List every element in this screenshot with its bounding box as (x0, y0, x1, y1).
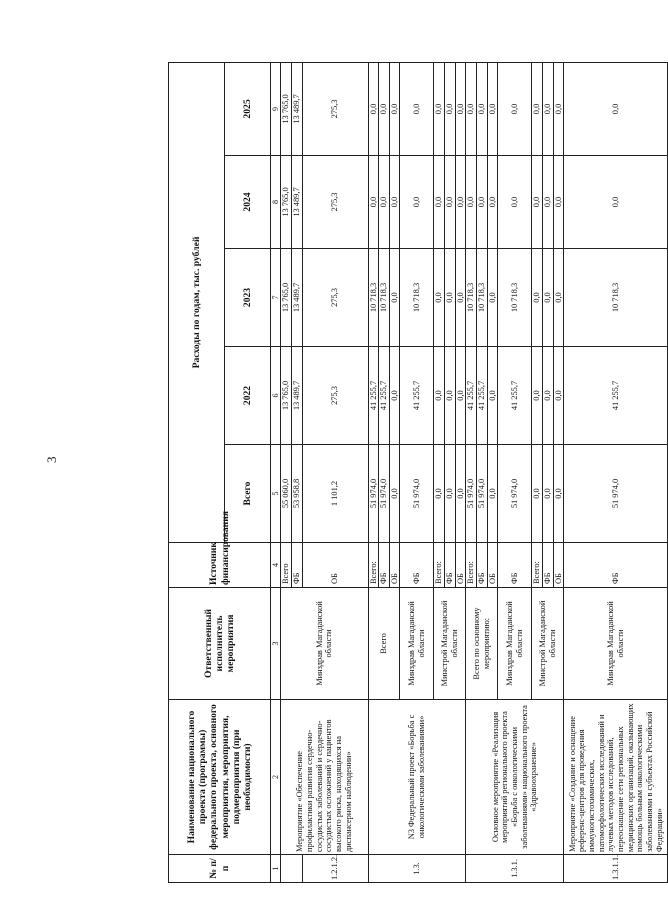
value-2022: 13 489,7 (291, 347, 302, 445)
value-2024: 0,0 (455, 156, 466, 249)
row-number: 1.3.1.1. (564, 855, 668, 883)
source-cell: ФБ (400, 543, 434, 588)
value-2025: 0,0 (400, 62, 434, 155)
rotated-table-frame (168, 63, 664, 883)
header-num: № п/п (169, 855, 271, 883)
header-expenses: Расходы по годам, тыс. рублей (169, 62, 225, 542)
value-2023: 10 718,3 (466, 249, 477, 347)
value-2025: 0,0 (434, 62, 445, 155)
source-cell: ФБ (543, 543, 554, 588)
value-2023: 0,0 (553, 249, 564, 347)
row-executor-total: Всего (368, 588, 400, 700)
source-cell: ФБ (379, 543, 390, 588)
col-index: 4 (271, 543, 281, 588)
value-2024: 13 765,0 (281, 156, 292, 249)
value-2025: 0,0 (532, 62, 543, 155)
value-2023: 0,0 (389, 249, 400, 347)
col-index: 6 (271, 347, 281, 445)
col-index: 8 (271, 156, 281, 249)
row-name: Основное мероприятие «Реализация мероприятий регионального проекта «Борьба с онкологическими заболеваниями» национального проекта «Здравоохранение» (466, 700, 564, 855)
row-number (281, 855, 302, 883)
source-cell: ФБ (477, 543, 488, 588)
value-2024: 275,3 (302, 156, 368, 249)
row-executor: Минздрав Магаданской области (281, 588, 368, 700)
value-2024: 13 489,7 (291, 156, 302, 249)
header-executor: Ответственный исполнитель мероприятия (169, 588, 271, 700)
row-executor-zdrav: Минздрав Магаданской области (400, 588, 434, 700)
value-2023: 13 765,0 (281, 249, 292, 347)
value-2024: 0,0 (389, 156, 400, 249)
header-source: Источник финансирования (169, 543, 271, 588)
value-2024: 0,0 (368, 156, 379, 249)
row-name: N3 Федеральный проект «Борьба с онкологическими заболеваниями» (368, 700, 466, 855)
value-2022: 13 765,0 (281, 347, 292, 445)
header-2025: 2025 (225, 62, 271, 155)
value-total: 51 974,0 (477, 445, 488, 543)
value-2022: 41 255,7 (477, 347, 488, 445)
value-2024: 0,0 (498, 156, 532, 249)
source-cell: ОБ (553, 543, 564, 588)
value-total: 51 974,0 (498, 445, 532, 543)
source-cell: Всего: (532, 543, 543, 588)
row-name: Мероприятие «Создание и оснащение референс-центров для проведения иммуногистохимических, патоморфологических исследований и лучевых методов исследований, переоснащение сети региональных медицинских организаций, оказывающих помощь больным онкологическими заболеваниями в субъектах Российской Федерации» (564, 700, 668, 855)
value-2025: 0,0 (487, 62, 498, 155)
col-index: 7 (271, 249, 281, 347)
value-2024: 0,0 (487, 156, 498, 249)
value-2025: 0,0 (543, 62, 554, 155)
source-cell: ОБ (389, 543, 400, 588)
value-total: 0,0 (532, 445, 543, 543)
value-total: 51 974,0 (379, 445, 390, 543)
row-number: 1.2.1.2. (302, 855, 368, 883)
value-2025: 13 489,7 (291, 62, 302, 155)
value-total: 0,0 (445, 445, 456, 543)
row-executor-zdrav: Минздрав Магаданской области (498, 588, 532, 700)
value-2023: 275,3 (302, 249, 368, 347)
value-2024: 0,0 (445, 156, 456, 249)
value-2024: 0,0 (379, 156, 390, 249)
value-2023: 10 718,3 (498, 249, 532, 347)
table-row (564, 62, 668, 882)
value-2022: 41 255,7 (368, 347, 379, 445)
source-cell: Всего: (466, 543, 477, 588)
value-2024: 0,0 (477, 156, 488, 249)
value-2022: 41 255,7 (379, 347, 390, 445)
row-executor-total: Всего по основному мероприятию: (466, 588, 498, 700)
header-total: Всего (225, 445, 271, 543)
row-number: 1.3.1. (466, 855, 564, 883)
value-2023: 10 718,3 (564, 249, 668, 347)
value-2022: 0,0 (455, 347, 466, 445)
value-2025: 0,0 (379, 62, 390, 155)
value-total: 0,0 (455, 445, 466, 543)
source-cell: Всего: (368, 543, 379, 588)
page-number: 3 (44, 456, 59, 463)
value-total: 51 974,0 (564, 445, 668, 543)
row-executor-stroy: Минстрой Магаданской области (434, 588, 466, 700)
source-cell: ФБ (445, 543, 456, 588)
col-index: 9 (271, 62, 281, 155)
source-cell: ФБ (498, 543, 532, 588)
value-total: 0,0 (389, 445, 400, 543)
header-2024: 2024 (225, 156, 271, 249)
value-2025: 0,0 (389, 62, 400, 155)
value-2022: 41 255,7 (466, 347, 477, 445)
value-2025: 0,0 (564, 62, 668, 155)
value-total: 0,0 (553, 445, 564, 543)
value-2023: 10 718,3 (368, 249, 379, 347)
value-total: 51 974,0 (466, 445, 477, 543)
value-2023: 0,0 (455, 249, 466, 347)
value-total: 1 101,2 (302, 445, 368, 543)
col-index: 5 (271, 445, 281, 543)
row-name: Мероприятие «Обеспечение профилактики развития сердечно-сосудистых заболеваний и сердечно-сосудистых осложнений у пациентов высокого риска, находящихся на диспансерном наблюдении» (281, 700, 368, 855)
row-executor-stroy: Минстрой Магаданской области (532, 588, 564, 700)
value-2024: 0,0 (564, 156, 668, 249)
value-2024: 0,0 (466, 156, 477, 249)
source-cell: Всего: (434, 543, 445, 588)
value-2025: 0,0 (368, 62, 379, 155)
value-total: 0,0 (543, 445, 554, 543)
header-2022: 2022 (225, 347, 271, 445)
value-2025: 0,0 (477, 62, 488, 155)
value-2025: 13 765,0 (281, 62, 292, 155)
header-2023: 2023 (225, 249, 271, 347)
row-executor: Минздрав Магаданской области (564, 588, 668, 700)
source-cell: ОБ (487, 543, 498, 588)
value-2022: 0,0 (434, 347, 445, 445)
value-2025: 0,0 (445, 62, 456, 155)
value-2023: 0,0 (445, 249, 456, 347)
value-total: 53 958,8 (291, 445, 302, 543)
value-2022: 275,3 (302, 347, 368, 445)
value-2025: 0,0 (553, 62, 564, 155)
value-2022: 41 255,7 (498, 347, 532, 445)
header-name: Наименование национального проекта (программы) федерального проекта, основного мероприятия, мероприятия, подмероприятия (при необходимости) (169, 700, 271, 855)
value-total: 55 060,0 (281, 445, 292, 543)
value-2023: 13 489,7 (291, 249, 302, 347)
value-total: 51 974,0 (368, 445, 379, 543)
column-index-row (271, 62, 281, 882)
value-2022: 0,0 (543, 347, 554, 445)
value-2022: 41 255,7 (564, 347, 668, 445)
col-index: 3 (271, 588, 281, 700)
value-2023: 0,0 (487, 249, 498, 347)
value-2023: 10 718,3 (379, 249, 390, 347)
row-number: 1.3. (368, 855, 466, 883)
value-2022: 41 255,7 (400, 347, 434, 445)
value-2023: 0,0 (532, 249, 543, 347)
value-2023: 0,0 (543, 249, 554, 347)
value-2023: 10 718,3 (400, 249, 434, 347)
value-2024: 0,0 (532, 156, 543, 249)
source-cell: ФБ (291, 543, 302, 588)
value-2024: 0,0 (400, 156, 434, 249)
value-2024: 0,0 (543, 156, 554, 249)
table-row (368, 62, 379, 882)
value-2025: 0,0 (455, 62, 466, 155)
value-2024: 0,0 (434, 156, 445, 249)
value-total: 51 974,0 (400, 445, 434, 543)
source-cell: ОБ (455, 543, 466, 588)
table-row (466, 62, 477, 882)
value-2022: 0,0 (445, 347, 456, 445)
value-2022: 0,0 (487, 347, 498, 445)
col-index: 1 (271, 855, 281, 883)
value-2022: 0,0 (389, 347, 400, 445)
value-total: 0,0 (434, 445, 445, 543)
value-2023: 0,0 (434, 249, 445, 347)
value-2025: 0,0 (498, 62, 532, 155)
value-2025: 275,3 (302, 62, 368, 155)
col-index: 2 (271, 700, 281, 855)
source-cell: ОБ (302, 543, 368, 588)
header-row-1 (169, 62, 225, 882)
value-2024: 0,0 (553, 156, 564, 249)
table-row (281, 62, 292, 882)
value-2022: 0,0 (532, 347, 543, 445)
value-total: 0,0 (487, 445, 498, 543)
source-cell: ФБ (564, 543, 668, 588)
value-2025: 0,0 (466, 62, 477, 155)
value-2023: 10 718,3 (477, 249, 488, 347)
source-cell: Всего (281, 543, 292, 588)
expenses-table (168, 62, 668, 883)
value-2022: 0,0 (553, 347, 564, 445)
